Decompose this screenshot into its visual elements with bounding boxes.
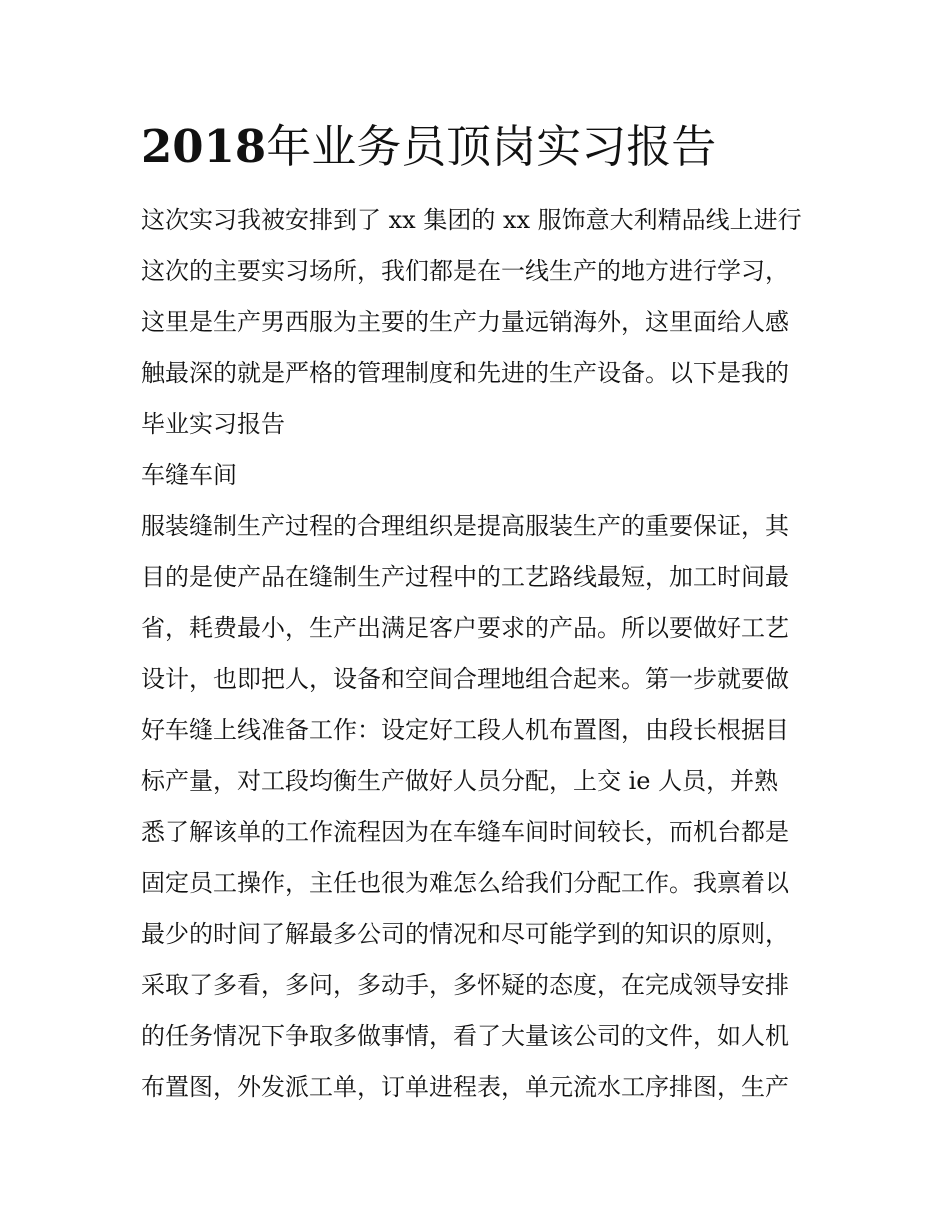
body-line-13: 悉了解该单的工作流程因为在车缝车间时间较长，而机台都是 [141, 818, 789, 846]
body-line-2: 这次的主要实习场所，我们都是在一线生产的地方进行学习， [141, 257, 789, 285]
title-year: 2018 [141, 120, 267, 173]
body-line-15: 最少的时间了解最多公司的情况和尽可能学到的知识的原则， [141, 920, 789, 948]
body-line-11: 好车缝上线准备工作：设定好工段人机布置图，由段长根据目 [141, 716, 789, 744]
body-line-14: 固定员工操作，主任也很为难怎么给我们分配工作。我禀着以 [141, 869, 789, 897]
body-line-12: 标产量，对工段均衡生产做好人员分配，上交 ie 人员，并熟 [141, 767, 779, 795]
body-line-4: 触最深的就是严格的管理制度和先进的生产设备。以下是我的 [141, 359, 789, 387]
body-line-9: 省，耗费最小，生产出满足客户要求的产品。所以要做好工艺 [141, 614, 789, 642]
body-line-16: 采取了多看，多问，多动手，多怀疑的态度，在完成领导安排 [141, 971, 789, 999]
body-line-17: 的任务情况下争取多做事情，看了大量该公司的文件，如人机 [141, 1022, 789, 1050]
document-title [141, 116, 821, 178]
body-line-5: 毕业实习报告 [141, 410, 285, 438]
body-line-3: 这里是生产男西服为主要的生产力量远销海外，这里面给人感 [141, 308, 789, 336]
document-body [141, 195, 821, 1113]
body-line-8: 目的是使产品在缝制生产过程中的工艺路线最短，加工时间最 [141, 563, 789, 591]
body-line-18: 布置图，外发派工单，订单进程表，单元流水工序排图，生产 [141, 1073, 789, 1101]
body-line-1: 这次实习我被安排到了 xx 集团的 xx 服饰意大利精品线上进行 [141, 206, 802, 234]
title-text: 年业务员顶岗实习报告 [266, 120, 717, 173]
body-line-7: 服装缝制生产过程的合理组织是提高服装生产的重要保证，其 [141, 512, 789, 540]
body-line-10: 设计，也即把人，设备和空间合理地组合起来。第一步就要做 [141, 665, 789, 693]
section-heading-sewing-workshop: 车缝车间 [141, 461, 237, 489]
